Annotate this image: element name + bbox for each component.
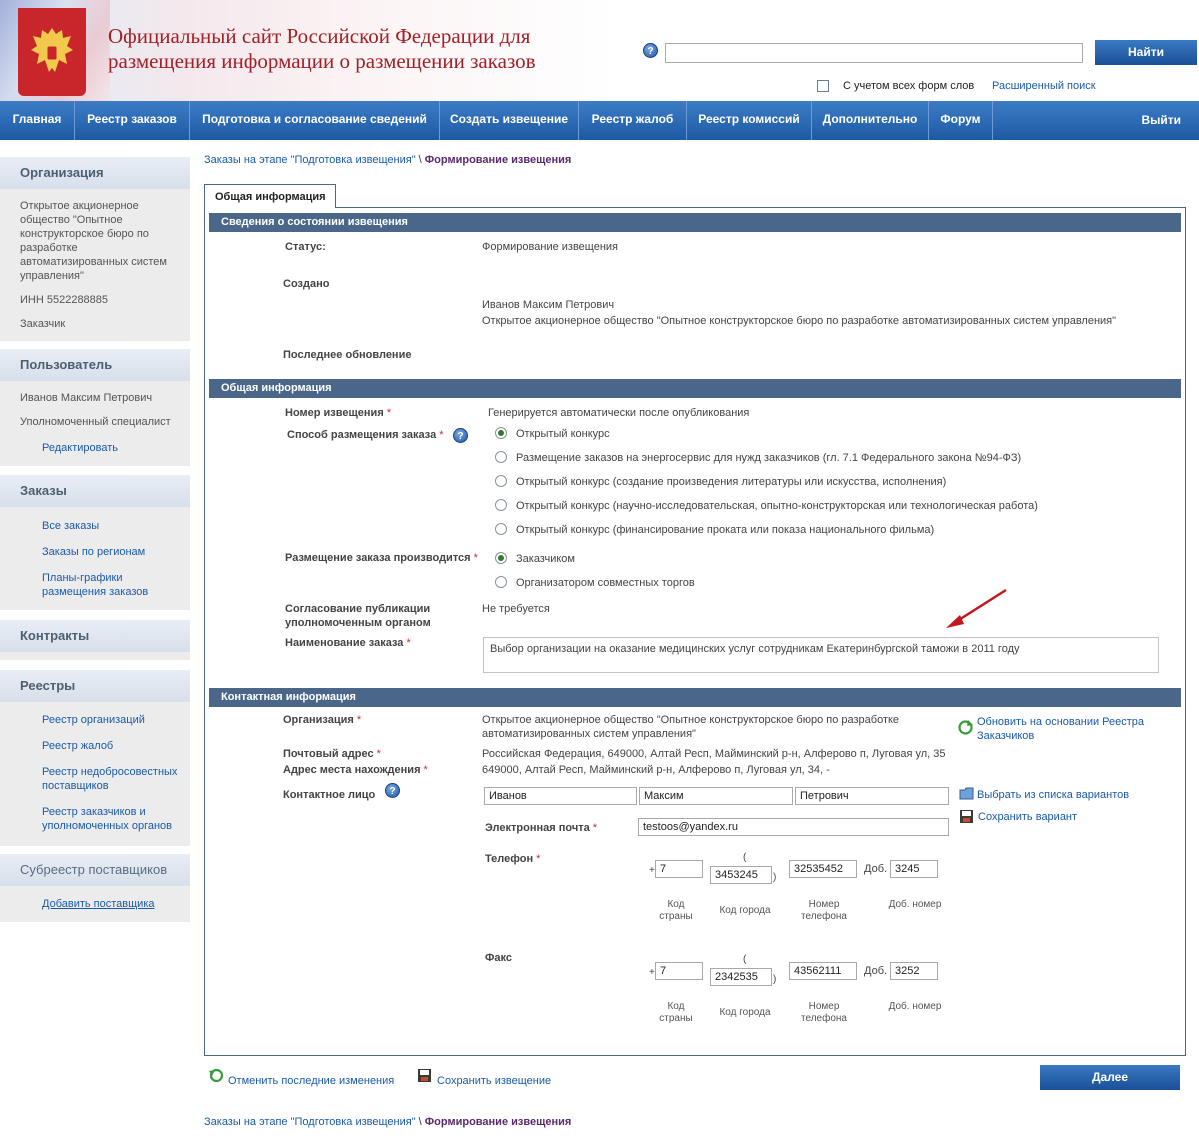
nav-item-preparation[interactable]: Подготовка и согласование сведений <box>202 112 427 126</box>
location-address-label: Адрес места нахождения * <box>283 764 428 776</box>
sidebar-registries-title[interactable]: Реестры <box>0 670 190 702</box>
created-label: Создано <box>283 278 330 290</box>
method-radio-research[interactable] <box>495 499 507 511</box>
site-title[interactable] <box>108 24 608 74</box>
approval-value: Не требуется <box>482 603 550 615</box>
folder-icon[interactable] <box>959 787 975 801</box>
col-ext-label: Доб. номер <box>888 1001 942 1012</box>
col-country-label: Код страны <box>659 899 693 922</box>
section-header-contact: Контактная информация <box>209 688 1181 707</box>
breadcrumb-current: Формирование извещения <box>424 154 572 166</box>
nav-item-forum[interactable]: Форум <box>940 112 981 126</box>
advanced-search-link[interactable]: Расширенный поиск <box>992 80 1096 92</box>
created-by: Иванов Максим Петрович <box>482 299 615 311</box>
sidebar-user-name: Иванов Максим Петрович <box>20 392 153 404</box>
email-label: Электронная почта * <box>485 822 598 834</box>
notice-number-value: Генерируется автоматически после опубликования <box>488 407 750 419</box>
middle-name-input[interactable]: Петрович <box>795 787 949 805</box>
location-address-label-text: Адрес места нахождения <box>283 764 421 776</box>
update-link-line2: Заказчиков <box>977 730 1035 742</box>
status-value: Формирование извещения <box>482 241 619 253</box>
email-label-text: Электронная почта <box>485 822 590 834</box>
next-button[interactable]: Далее <box>1040 1065 1180 1090</box>
last-name-input[interactable]: Иванов <box>484 787 637 805</box>
breadcrumb-separator: \ <box>415 154 425 166</box>
sidebar-user-title: Пользователь <box>0 349 190 381</box>
breadcrumb-bottom <box>204 1116 571 1128</box>
help-icon[interactable]: ? <box>643 43 658 58</box>
fax-ext-input[interactable]: 3252 <box>890 962 938 980</box>
save-notice-link[interactable]: Сохранить извещение <box>437 1075 552 1087</box>
col-country-label: Код страны <box>659 1001 693 1024</box>
open-paren: ( <box>743 852 747 863</box>
sidebar-link-orders-by-region[interactable]: Заказы по регионам <box>42 546 146 558</box>
section-header-general: Общая информация <box>209 379 1181 398</box>
order-name-label-text: Наименование заказа <box>285 637 404 649</box>
placement-radio-joint-organizer[interactable] <box>495 576 507 588</box>
section-header-status: Сведения о состоянии извещения <box>209 213 1181 232</box>
placement-radio-customer[interactable] <box>495 552 507 564</box>
wordforms-label: С учетом всех форм слов <box>843 80 975 92</box>
fax-number-input[interactable]: 43562111 <box>789 962 857 980</box>
method-option-label: Открытый конкурс <box>516 428 610 440</box>
logout-button[interactable]: Выйти <box>1141 113 1181 127</box>
postal-address-label: Почтовый адрес * <box>283 748 381 760</box>
main-nav <box>0 101 1199 140</box>
col-number-label: Номер телефона <box>801 899 847 922</box>
breadcrumb <box>204 154 571 166</box>
method-label: Способ размещения заказа * <box>287 429 444 441</box>
nav-item-home[interactable]: Главная <box>12 112 62 126</box>
fax-label: Факс <box>485 952 512 964</box>
form-panel <box>204 207 1186 1056</box>
updated-label: Последнее обновление <box>283 349 412 361</box>
notice-number-label: Номер извещения * <box>285 407 392 419</box>
placement-option-label: Организатором совместных торгов <box>516 577 695 589</box>
sidebar-contracts <box>0 620 190 660</box>
breadcrumb-current: Формирование извещения <box>424 1116 572 1128</box>
order-name-textarea[interactable]: Выбор организации на оказание медицинских услуг сотрудникам Екатеринбургской таможи в 2011 году <box>483 637 1159 673</box>
floppy-save-icon[interactable] <box>417 1068 432 1083</box>
wordforms-checkbox[interactable] <box>817 80 829 92</box>
update-link-line1: Обновить на основании Реестра <box>977 716 1145 728</box>
approval-label <box>285 602 431 630</box>
notice-number-label-text: Номер извещения <box>285 407 384 419</box>
contact-org-value <box>482 713 899 741</box>
sidebar-link-org-registry[interactable]: Реестр организаций <box>42 714 145 726</box>
sidebar-org-title: Организация <box>0 157 190 189</box>
plus-sign: + <box>649 865 655 876</box>
ext-label: Доб. <box>864 863 888 875</box>
annotation-arrow-icon <box>940 587 1012 631</box>
location-address-value: 649000, Алтай Респ, Майминский р-н, Алферово п, Луговая ул, 34, - <box>482 764 830 776</box>
breadcrumb-separator: \ <box>415 1116 425 1128</box>
sidebar-link-all-orders[interactable]: Все заказы <box>42 520 100 532</box>
open-paren: ( <box>743 954 747 965</box>
sidebar-link-schedules[interactable]: Планы-графики размещения заказов <box>42 572 149 598</box>
postal-address-value: Российская Федерация, 649000, Алтай Респ, Майминский р-н, Алферово п, Луговая ул, 35 <box>482 748 946 760</box>
sidebar-registries <box>0 670 190 846</box>
col-ext-label: Доб. номер <box>888 899 942 910</box>
sidebar-subregistry-title[interactable]: Субреестр поставщиков <box>0 854 190 886</box>
nav-item-orders-registry[interactable]: Реестр заказов <box>87 112 177 126</box>
close-paren: ) <box>773 974 777 985</box>
sidebar-link-customers-registry[interactable]: Реестр заказчиков и уполномоченных органов <box>42 806 173 832</box>
update-from-registry-link[interactable] <box>977 715 1144 743</box>
contact-org-label-text: Организация <box>283 714 354 726</box>
method-radio-literature-art[interactable] <box>495 475 507 487</box>
cancel-changes-link[interactable]: Отменить последние изменения <box>228 1075 395 1087</box>
approval-label-line1: Согласование публикации <box>285 603 431 615</box>
sidebar-contracts-title[interactable]: Контракты <box>0 620 190 652</box>
fax-country-input[interactable]: 7 <box>655 962 703 980</box>
method-radio-film[interactable] <box>495 523 507 535</box>
placement-option-label: Заказчиком <box>516 553 575 565</box>
first-name-input[interactable]: Максим <box>639 787 793 805</box>
placement-label-text: Размещение заказа производится <box>285 552 471 564</box>
breadcrumb-link[interactable]: Заказы на этапе "Подготовка извещения" <box>204 1116 416 1128</box>
search-button[interactable]: Найти <box>1095 40 1197 65</box>
sidebar-org-role: Заказчик <box>20 318 66 330</box>
floppy-save-icon[interactable] <box>959 809 974 824</box>
method-option-label: Размещение заказов на энергосервис для нужд заказчиков (гл. 7.1 Федерального закона №94-ФЗ) <box>516 452 1022 464</box>
sidebar-orders <box>0 475 190 610</box>
fax-city-input[interactable]: 2342535 <box>710 968 772 986</box>
nav-item-additional[interactable]: Дополнительно <box>822 112 918 126</box>
method-label-text: Способ размещения заказа <box>287 429 437 441</box>
nav-item-commissions[interactable]: Реестр комиссий <box>698 112 800 126</box>
undo-icon[interactable] <box>209 1068 224 1083</box>
method-radio-energy-service[interactable] <box>495 451 507 463</box>
col-number-label: Номер телефона <box>801 1001 847 1024</box>
col-city-label: Код города <box>719 905 771 916</box>
method-option-label: Открытый конкурс (научно-исследовательская, опытно-конструкторская или технологическая работа) <box>516 500 1038 512</box>
nav-item-create-notice[interactable]: Создать извещение <box>449 112 568 126</box>
plus-sign: + <box>649 967 655 978</box>
sidebar-add-supplier-link[interactable]: Добавить поставщика <box>42 898 155 910</box>
sidebar-orders-title[interactable]: Заказы <box>0 475 190 507</box>
order-name-label: Наименование заказа * <box>285 637 411 649</box>
close-paren: ) <box>773 872 777 883</box>
help-icon[interactable]: ? <box>385 783 400 798</box>
method-option-label: Открытый конкурс (финансирование проката или показа национального фильма) <box>516 524 935 536</box>
contact-org-value-line1: Открытое акционерное общество "Опытное конструкторское бюро по разработке <box>482 714 900 726</box>
coat-of-arms-logo[interactable] <box>18 8 86 96</box>
phone-city-input[interactable]: 3453245 <box>710 866 772 884</box>
nav-item-complaints[interactable]: Реестр жалоб <box>591 112 674 126</box>
sidebar-user <box>0 349 190 466</box>
breadcrumb-link[interactable]: Заказы на этапе "Подготовка извещения" <box>204 154 416 166</box>
contact-org-label: Организация * <box>283 714 362 726</box>
postal-address-label-text: Почтовый адрес <box>283 748 374 760</box>
sidebar-organization <box>0 157 190 341</box>
col-city-label: Код города <box>719 1007 771 1018</box>
sidebar-subregistry <box>0 854 190 922</box>
refresh-icon[interactable] <box>958 720 973 735</box>
help-icon[interactable]: ? <box>453 428 468 443</box>
sidebar-user-role: Уполномоченный специалист <box>20 416 171 428</box>
tab-general-info[interactable]: Общая информация <box>204 184 336 208</box>
save-variant-link[interactable]: Сохранить вариант <box>978 811 1078 823</box>
phone-ext-input[interactable]: 3245 <box>890 860 938 878</box>
choose-from-list-link[interactable]: Выбрать из списка вариантов <box>977 789 1130 801</box>
method-option-label: Открытый конкурс (создание произведения литературы или искусства, исполнения) <box>516 476 947 488</box>
sidebar-link-complaints-registry[interactable]: Реестр жалоб <box>42 740 114 752</box>
ext-label: Доб. <box>864 965 888 977</box>
site-header <box>0 0 1199 101</box>
phone-number-input[interactable]: 32535452 <box>789 860 857 878</box>
sidebar-edit-link[interactable]: Редактировать <box>42 442 118 454</box>
phone-country-input[interactable]: 7 <box>655 860 703 878</box>
contact-org-value-line2: автоматизированных систем управления" <box>482 728 696 740</box>
phone-label: Телефон * <box>485 853 541 865</box>
phone-label-text: Телефон <box>485 853 534 865</box>
contact-person-label: Контактное лицо <box>283 789 376 801</box>
sidebar-org-name: Открытое акционерное общество "Опытное конструкторское бюро по разработке автоматизированных систем управления" <box>20 200 167 282</box>
method-radio-open-contest[interactable] <box>495 427 507 439</box>
placement-label: Размещение заказа производится * <box>285 552 478 564</box>
email-input[interactable]: testoos@yandex.ru <box>638 818 949 836</box>
sidebar-org-inn: ИНН 5522288885 <box>20 294 109 306</box>
approval-label-line2: уполномоченным органом <box>285 617 431 629</box>
search-input[interactable] <box>665 43 1083 63</box>
created-org: Открытое акционерное общество "Опытное конструкторское бюро по разработке автоматизированных систем управления" <box>482 315 1117 327</box>
status-label: Статус: <box>285 241 326 253</box>
nav-separator <box>992 101 993 140</box>
site-title-line2: размещения информации о размещении заказов <box>108 49 536 73</box>
site-title-line1: Официальный сайт Российской Федерации для <box>108 24 531 48</box>
sidebar-link-unfair-suppliers[interactable]: Реестр недобросовестных поставщиков <box>42 766 178 792</box>
